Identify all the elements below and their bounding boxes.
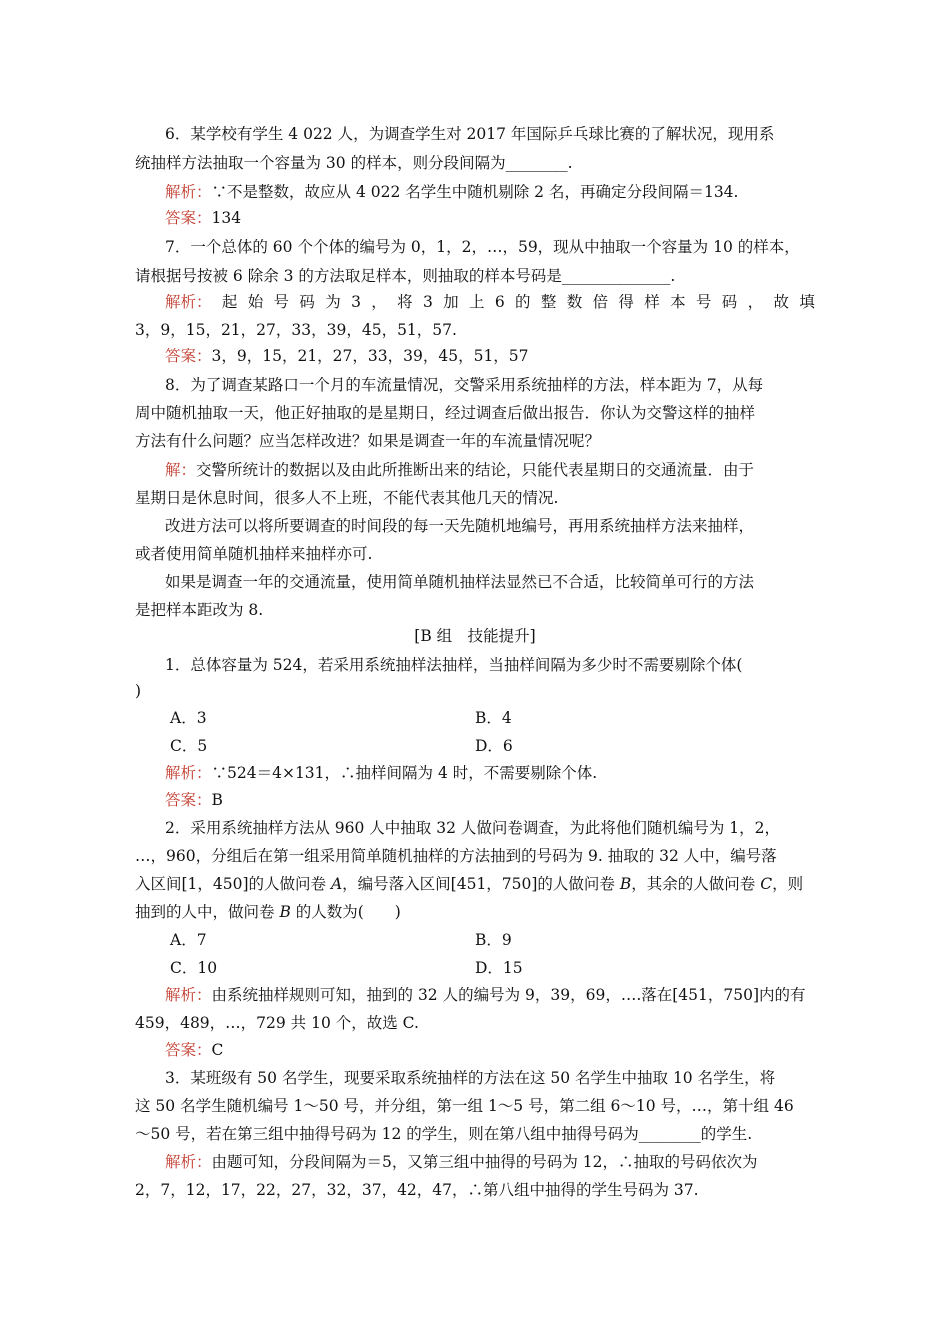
q8-solution-line2: 星期日是休息时间，很多人不上班，不能代表其他几天的情况. bbox=[135, 489, 559, 507]
b1-answer bbox=[165, 790, 223, 810]
b2-option-a: A．7 bbox=[170, 931, 207, 949]
b2-option-c: C．10 bbox=[170, 959, 218, 977]
q7-analysis-word: 号 bbox=[273, 293, 290, 311]
q7-analysis-word: 始 bbox=[247, 293, 264, 311]
b2-line3-text: 入区间[1，450]的人做问卷 bbox=[135, 875, 331, 893]
q8-line3: 方法有什么问题？应当怎样改进？如果是调查一年的车流量情况呢？ bbox=[135, 432, 601, 450]
q7-analysis-word: 倍 bbox=[592, 293, 609, 311]
b1-line2: ) bbox=[135, 682, 142, 700]
answer-label: 答案： bbox=[165, 791, 212, 809]
q7-analysis-word: 的 bbox=[515, 293, 531, 311]
b1-option-d: D．6 bbox=[475, 737, 513, 755]
b3-analysis-line1 bbox=[165, 1152, 758, 1172]
q7-analysis-word: 码 bbox=[721, 293, 738, 311]
answer-label: 答案： bbox=[165, 209, 212, 227]
b3-line2: 这 50 名学生随机编号 1～50 号，并分组，第一组 1～5 号，第二组 6～10 号，…，第十组 46 bbox=[135, 1097, 794, 1115]
b3-line1: 3．某班级有 50 名学生，现要采取系统抽样的方法在这 50 名学生中抽取 10 名学生，将 bbox=[165, 1069, 776, 1087]
q8-para2-line2: 或者使用简单随机抽样来抽样亦可. bbox=[135, 545, 373, 563]
q6-answer bbox=[165, 208, 241, 228]
q7-analysis-word: 加 bbox=[443, 293, 459, 311]
q7-analysis-word: 号 bbox=[695, 293, 712, 311]
b2-line4 bbox=[135, 902, 401, 922]
b2-analysis-text: 由系统抽样规则可知，抽到的 32 人的编号为 9，39，69，….落在[451，750]内的有 bbox=[211, 986, 806, 1004]
q7-analysis-word: 故 bbox=[773, 293, 789, 311]
q7-analysis-word: 数 bbox=[566, 293, 583, 311]
b1-option-a: A．3 bbox=[170, 709, 207, 727]
answer-label: 答案： bbox=[165, 347, 212, 365]
b2-var-c: C bbox=[760, 875, 773, 893]
q6-analysis-text: ∵不是整数，故应从 4 022 名学生中随机剔除 2 名，再确定分段间隔＝134. bbox=[211, 183, 739, 201]
q6-answer-text: 134 bbox=[211, 209, 242, 227]
q7-analysis-word: 本 bbox=[670, 293, 686, 311]
b2-line2: …，960，分组后在第一组采用简单随机抽样的方法抽到的号码为 9. 抽取的 32 人中，编号落 bbox=[135, 847, 777, 865]
q7-answer bbox=[165, 346, 529, 366]
b2-var-a: A bbox=[330, 875, 343, 893]
q7-analysis-word: 将 bbox=[397, 293, 413, 311]
b2-answer-text: C bbox=[211, 1041, 224, 1059]
analysis-label: 解析： bbox=[165, 986, 212, 1004]
b2-line4-text: 抽到的人中，做问卷 bbox=[135, 903, 280, 921]
q7-analysis-word: 上 bbox=[469, 293, 485, 311]
analysis-label: 解析： bbox=[165, 1153, 212, 1171]
analysis-label: 解析： bbox=[165, 183, 212, 201]
b2-line3-text: ，编号落入区间[451，750]的人做问卷 bbox=[342, 875, 620, 893]
q8-solution-text: 交警所统计的数据以及由此所推断出来的结论，只能代表星期日的交通流量．由于 bbox=[196, 461, 755, 479]
q7-analysis-word: 样 bbox=[644, 293, 660, 311]
b2-option-d: D．15 bbox=[475, 959, 523, 977]
q7-analysis-line1 bbox=[165, 292, 815, 312]
q7-analysis-word: 6 bbox=[494, 293, 505, 311]
q7-analysis-word: ， bbox=[747, 293, 764, 311]
b2-var-b: B bbox=[619, 875, 632, 893]
b1-option-c: C．5 bbox=[170, 737, 208, 755]
b2-line1: 2．采用系统抽样方法从 960 人中抽取 32 人做问卷调查，为此将他们随机编号为 1，2， bbox=[165, 819, 781, 837]
solution-label: 解： bbox=[165, 461, 197, 479]
q7-line2: 请根据号按被 6 除余 3 的方法取足样本，则抽取的样本号码是______________. bbox=[135, 267, 676, 285]
section-b-heading: [B 组 技能提升] bbox=[414, 627, 536, 645]
q7-analysis-word: 起 bbox=[221, 293, 238, 311]
b2-option-b: B．9 bbox=[475, 931, 512, 949]
q6-line2: 统抽样方法抽取一个容量为 30 的样本，则分段间隔为________. bbox=[135, 154, 573, 172]
q7-analysis-word: 为 bbox=[325, 293, 341, 311]
q8-para2-line1: 改进方法可以将所要调查的时间段的每一天先随机地编号，再用系统抽样方法来抽样， bbox=[165, 517, 755, 535]
b1-answer-text: B bbox=[211, 791, 223, 809]
q7-analysis-line2: 3，9，15，21，27，33，39，45，51，57. bbox=[135, 321, 457, 339]
q8-para3-line2: 是把样本距改为 8. bbox=[135, 601, 264, 619]
q7-analysis-word: 3 bbox=[351, 293, 361, 311]
b3-analysis-line2: 2，7，12，17，22，27，32，37，42，47，∴第八组中抽得的学生号码为 37. bbox=[135, 1181, 699, 1199]
b3-line3: ～50 号，若在第三组中抽得号码为 12 的学生，则在第八组中抽得号码为________的学生. bbox=[135, 1125, 753, 1143]
q7-line1: 7．一个总体的 60 个个体的编号为 0，1，2，…，59，现从中抽取一个容量为 10 的样本， bbox=[165, 238, 800, 256]
b2-analysis-line2: 459，489，…，729 共 10 个，故选 C. bbox=[135, 1014, 419, 1032]
b3-analysis-text: 由题可知，分段间隔为＝5，又第三组中抽得的号码为 12，∴抽取的号码依次为 bbox=[211, 1153, 758, 1171]
b2-var-b: B bbox=[279, 903, 291, 921]
answer-label: 答案： bbox=[165, 1041, 212, 1059]
q7-analysis-word: 3 bbox=[422, 293, 433, 311]
q7-analysis-word: 填 bbox=[799, 293, 815, 311]
q7-analysis-word: ， bbox=[371, 293, 387, 311]
q8-line2: 周中随机抽取一天，他正好抽取的是星期日，经过调查后做出报告．你认为交警这样的抽样 bbox=[135, 404, 756, 422]
b2-line3-text: ，其余的人做问卷 bbox=[631, 875, 761, 893]
q6-line1: 6．某学校有学生 4 022 人，为调查学生对 2017 年国际乒乓球比赛的了解状况，现用系 bbox=[165, 125, 775, 143]
b1-analysis-text: ∵524＝4×131，∴抽样间隔为 4 时，不需要剔除个体. bbox=[211, 764, 598, 782]
q7-analysis-word: 码 bbox=[299, 293, 315, 311]
q7-answer-text: 3，9，15，21，27，33，39，45，51，57 bbox=[211, 347, 529, 365]
b2-analysis-line1 bbox=[165, 985, 806, 1005]
q8-solution-line1 bbox=[165, 460, 754, 480]
b2-line4-text: 的人数为( ) bbox=[290, 903, 401, 921]
b1-line1: 1．总体容量为 524，若采用系统抽样法抽样，当抽样间隔为多少时不需要剔除个体( bbox=[165, 656, 743, 674]
q6-analysis bbox=[165, 182, 738, 202]
b1-option-b: B．4 bbox=[475, 709, 512, 727]
b2-answer bbox=[165, 1040, 223, 1060]
b1-analysis bbox=[165, 763, 597, 783]
q8-line1: 8．为了调查某路口一个月的车流量情况，交警采用系统抽样的方法，样本距为 7，从每 bbox=[165, 376, 764, 394]
b2-line3 bbox=[135, 874, 803, 894]
q7-analysis-word: 整 bbox=[540, 293, 557, 311]
b2-line3-text: ，则 bbox=[772, 875, 804, 893]
q7-analysis-word: 得 bbox=[618, 293, 634, 311]
q8-para3-line1: 如果是调查一年的交通流量，使用简单随机抽样法显然已不合适，比较简单可行的方法 bbox=[165, 573, 755, 591]
analysis-label: 解析： bbox=[165, 293, 212, 311]
analysis-label: 解析： bbox=[165, 764, 212, 782]
